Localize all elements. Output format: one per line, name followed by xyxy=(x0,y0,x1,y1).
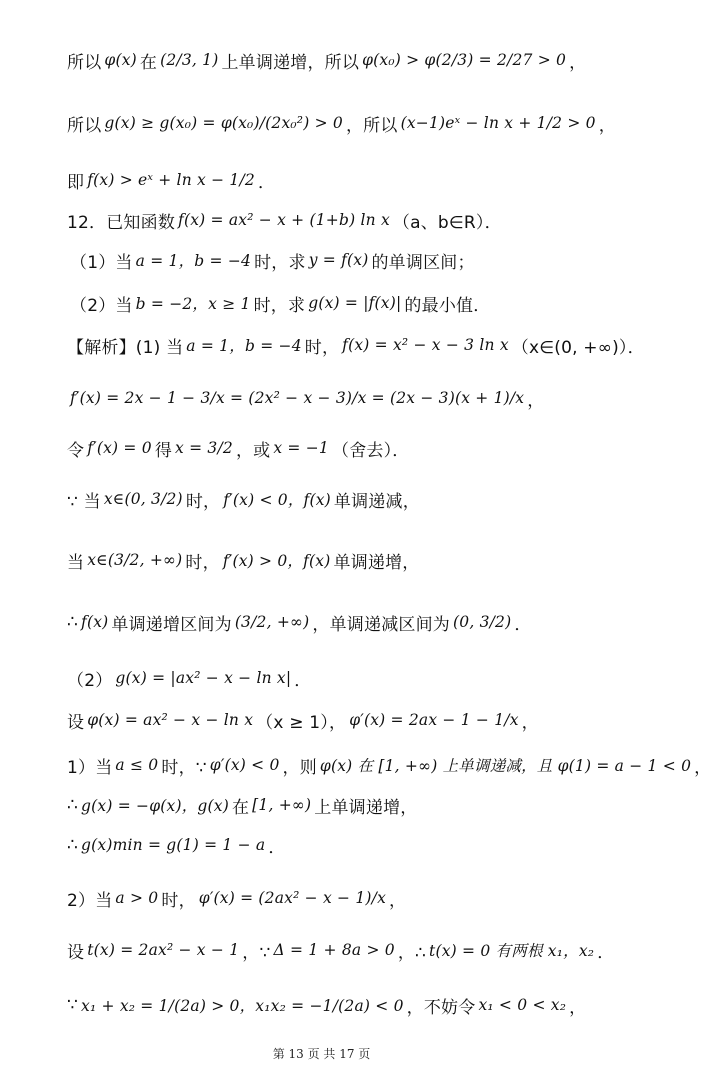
line-text: ，∴ xyxy=(397,942,427,963)
text-line xyxy=(0,602,710,642)
line-text: 12．已知函数 xyxy=(67,212,176,233)
line-text: ， xyxy=(527,390,545,411)
text-line xyxy=(0,240,713,280)
line-text: 所以 xyxy=(67,115,102,136)
line-text: 的最小值． xyxy=(404,295,491,316)
math-expression: φ(x) xyxy=(104,51,137,69)
text-line xyxy=(0,878,710,918)
math-expression: (2/3, 1) xyxy=(160,51,219,69)
line-text: ，则 xyxy=(282,757,317,778)
math-expression: b = −2，x ≥ 1 xyxy=(135,295,251,313)
math-expression: f(x) > eˣ + ln x − 1/2 xyxy=(87,171,255,189)
math-expression: g(x) = |ax² − x − ln x| xyxy=(115,669,292,687)
line-text: 2）当 xyxy=(67,890,113,911)
text-line xyxy=(0,658,710,698)
line-text: ，不妨令 xyxy=(406,997,476,1018)
math-expression: (x−1)eˣ − ln x + 1/2 > 0 xyxy=(400,114,596,132)
line-text: ． xyxy=(257,172,276,193)
math-expression: a ≤ 0 xyxy=(115,756,159,774)
math-expression: φ(x) 在 [1, +∞) 上单调递减，且 φ(1) = a − 1 < 0 xyxy=(319,757,692,775)
math-expression: f′(x) = 2x − 1 − 3/x = (2x² − x − 3)/x = (2x − 3)(x + 1)/x xyxy=(70,389,525,407)
line-text: ∴ xyxy=(67,835,79,855)
line-text: （a、b∈R）． xyxy=(392,212,502,233)
math-expression: f′(x) < 0，f(x) xyxy=(223,491,331,509)
math-expression: a = 1，b = −4 xyxy=(135,252,252,270)
text-line xyxy=(0,428,710,468)
math-expression: (3/2, +∞) xyxy=(234,613,310,631)
text-line xyxy=(0,479,710,519)
line-text: ∴ xyxy=(67,795,79,815)
line-text: ． xyxy=(268,837,286,858)
math-expression: φ′(x) = (2ax² − x − 1)/x xyxy=(198,889,387,907)
math-expression: t(x) = 0 有两根 x₁，x₂ xyxy=(429,942,595,960)
line-text: 得 xyxy=(154,440,173,461)
line-text: 时，求 xyxy=(254,252,306,273)
line-text: ， xyxy=(598,115,616,136)
math-expression: φ′(x) < 0 xyxy=(209,756,280,774)
math-expression: f(x) xyxy=(81,613,109,631)
text-line xyxy=(0,785,710,825)
line-text: 单调递增区间为 xyxy=(111,614,232,635)
text-line xyxy=(0,160,710,200)
math-expression: g(x) = |f(x)| xyxy=(308,294,402,312)
math-expression: x = 3/2 xyxy=(175,439,233,457)
math-expression: φ(x₀) > φ(2/3) = 2/27 > 0 xyxy=(362,51,567,69)
text-line xyxy=(0,283,713,323)
math-expression: f(x) = x² − x − 3 ln x xyxy=(342,336,509,354)
line-text: （x ≥ 1）， xyxy=(256,712,347,733)
math-expression: t(x) = 2ax² − x − 1 xyxy=(87,941,240,959)
line-text: 上单调递增，所以 xyxy=(221,52,360,73)
line-text: 令 xyxy=(67,440,85,461)
line-text: ， xyxy=(569,997,587,1018)
text-line xyxy=(0,378,710,418)
line-text: 单调递减， xyxy=(333,491,420,512)
line-text: 设 xyxy=(67,712,85,733)
math-expression: φ(x) = ax² − x − ln x xyxy=(87,711,254,729)
line-text: 时， xyxy=(161,890,196,911)
line-text: ，或 xyxy=(235,440,271,461)
line-text: 1）当 xyxy=(67,757,113,778)
math-expression: f(x) = ax² − x + (1+b) ln x xyxy=(178,211,390,229)
math-expression: [1, +∞) xyxy=(252,796,312,814)
line-text: 在 xyxy=(231,797,250,818)
line-text: 即 xyxy=(67,172,85,193)
math-expression: x = −1 xyxy=(273,439,329,457)
text-line xyxy=(0,325,710,365)
line-text: ∵ 当 xyxy=(67,491,101,512)
line-text: 上单调递增， xyxy=(314,797,418,818)
math-expression: f′(x) > 0，f(x) xyxy=(222,552,331,570)
text-line xyxy=(0,700,710,740)
math-expression: φ′(x) = 2ax − 1 − 1/x xyxy=(349,711,519,729)
line-text: （舍去）． xyxy=(332,440,410,461)
line-text: ， xyxy=(521,712,539,733)
text-line xyxy=(0,985,710,1025)
line-text: ，单调递减区间为 xyxy=(312,614,451,635)
line-text: 单调递增， xyxy=(333,552,420,573)
line-text: 所以 xyxy=(67,52,102,73)
line-text: 时，求 xyxy=(253,295,306,316)
line-text: ， xyxy=(694,757,712,778)
line-text: 时， xyxy=(185,491,221,512)
text-line xyxy=(0,540,710,580)
line-text: ， xyxy=(569,52,587,73)
line-text: ． xyxy=(294,670,312,691)
math-expression: a = 1，b = −4 xyxy=(186,337,302,355)
line-text: ，所以 xyxy=(345,115,398,136)
line-text: 时，∵ xyxy=(161,757,207,778)
page-footer: 第 13 页 共 17 页 xyxy=(272,1047,371,1061)
math-expression: f′(x) = 0 xyxy=(87,439,152,457)
line-text: 时， xyxy=(185,552,220,573)
math-expression: (0, 3/2) xyxy=(453,613,512,631)
line-text: （2） xyxy=(67,670,113,691)
line-text: ． xyxy=(514,614,532,635)
math-expression: g(x) ≥ g(x₀) = φ(x₀)/(2x₀²) > 0 xyxy=(104,114,343,132)
line-text: ， xyxy=(389,890,407,911)
text-line xyxy=(0,40,710,80)
line-text: 的单调区间； xyxy=(371,252,475,273)
line-text: ∵ xyxy=(67,995,79,1015)
math-expression: x∈(3/2, +∞) xyxy=(87,551,183,569)
line-text: 【解析】(1) 当 xyxy=(67,337,184,358)
line-text: 在 xyxy=(139,52,158,73)
math-expression: a > 0 xyxy=(115,889,159,907)
text-line xyxy=(0,825,710,865)
line-text: ． xyxy=(597,942,615,963)
math-expression: x∈(0, 3/2) xyxy=(103,490,183,508)
line-text: （x∈(0, +∞)）． xyxy=(511,337,645,358)
line-text: 时， xyxy=(304,337,340,358)
line-text: （1）当 xyxy=(70,252,133,273)
text-line xyxy=(0,745,710,785)
text-line xyxy=(0,930,710,970)
math-expression: g(x) = −φ(x)，g(x) xyxy=(81,797,229,815)
line-text: 当 xyxy=(67,552,85,573)
math-expression: x₁ + x₂ = 1/(2a) > 0，x₁x₂ = −1/(2a) < 0 xyxy=(81,997,404,1015)
math-expression: g(x)min = g(1) = 1 − a xyxy=(81,836,266,854)
text-line xyxy=(0,200,710,240)
line-text: （2）当 xyxy=(70,295,133,316)
line-text: ，∵ xyxy=(242,942,271,963)
math-expression: y = f(x) xyxy=(308,251,369,269)
text-line xyxy=(0,103,710,143)
math-expression: x₁ < 0 < x₂ xyxy=(478,996,567,1014)
line-text: ∴ xyxy=(67,612,79,632)
line-text: 设 xyxy=(67,942,85,963)
math-expression: Δ = 1 + 8a > 0 xyxy=(273,941,395,959)
